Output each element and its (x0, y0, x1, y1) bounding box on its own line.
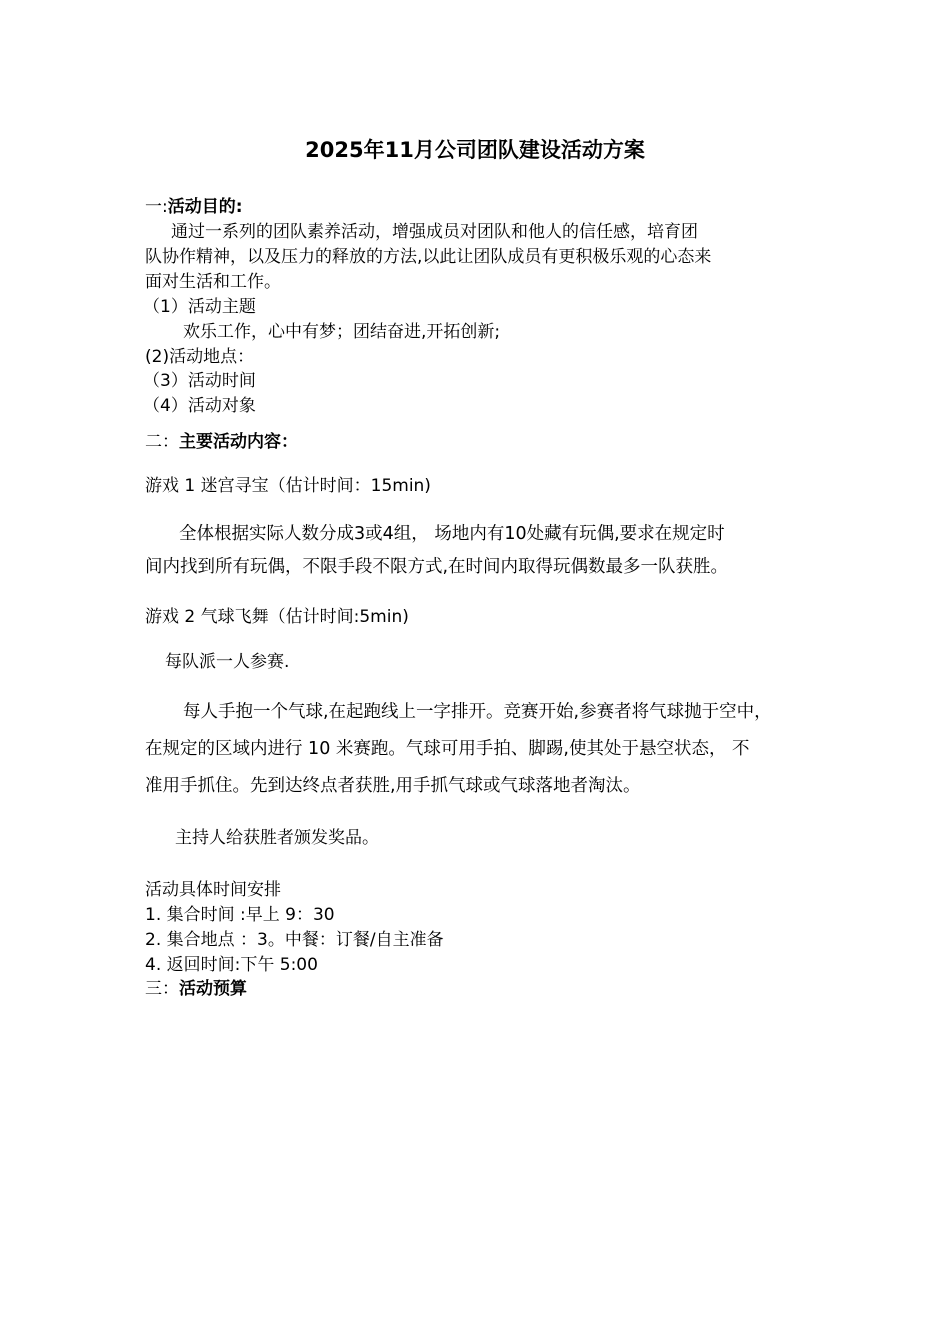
section1-title: 活动目的: (167, 197, 243, 217)
section2-title: 主要活动内容： (179, 432, 298, 452)
item-time: （3）活动时间 (143, 371, 256, 391)
section1-prefix: 一: (145, 197, 168, 217)
section2-heading (145, 431, 298, 453)
item-audience: （4）活动对象 (143, 396, 256, 416)
purpose-line-1: 通过一系列的团队素养活动，增强成员对团队和他人的信任感，培育团 (171, 222, 698, 242)
section3-title: 活动预算 (179, 979, 247, 999)
award-text: 主持人给获胜者颁发奖品。 (175, 828, 379, 848)
section2-prefix: 二： (145, 432, 179, 452)
section3-prefix: 三： (145, 979, 179, 999)
game1-line-1: 全体根据实际人数分成3或4组， 场地内有10处藏有玩偶,要求在规定时 (179, 524, 725, 544)
game1-line-2: 间内找到所有玩偶，不限手段不限方式,在时间内取得玩偶数最多一队获胜。 (145, 557, 729, 577)
schedule-item-2: 2. 集合地点 ：3。中餐：订餐/自主准备 (145, 930, 444, 950)
purpose-line-2: 队协作精神，以及压力的释放的方法,以此让团队成员有更积极乐观的心态来 (145, 247, 712, 267)
purpose-line-3: 面对生活和工作。 (145, 272, 281, 292)
game2-line-1: 每人手抱一个气球,在起跑线上一字排开。竞赛开始,参赛者将气球抛于空中， (183, 702, 772, 722)
game2-title: 游戏 2 气球飞舞（估计时间:5min) (145, 607, 409, 627)
game1-title: 游戏 1 迷宫寻宝（估计时间：15min) (145, 476, 431, 496)
document-title: 2025年11月公司团队建设活动方案 (305, 138, 645, 162)
game2-note: 每队派一人参赛. (165, 652, 290, 672)
game2-line-3: 准用手抓住。先到达终点者获胜,用手抓气球或气球落地者淘汰。 (145, 776, 641, 796)
item-location: (2)活动地点： (145, 347, 255, 367)
schedule-heading: 活动具体时间安排 (145, 880, 281, 900)
item-theme: （1）活动主题 (143, 297, 256, 317)
game2-line-2: 在规定的区域内进行 10 米赛跑。气球可用手拍、脚踢,使其处于悬空状态， 不 (145, 739, 750, 759)
schedule-item-3: 4. 返回时间:下午 5:00 (145, 955, 318, 975)
section3-heading (145, 978, 247, 1000)
section1-heading (145, 196, 243, 218)
theme-text: 欢乐工作，心中有梦；团结奋进,开拓创新; (183, 322, 501, 342)
schedule-item-1: 1. 集合时间 :早上 9：30 (145, 905, 335, 925)
